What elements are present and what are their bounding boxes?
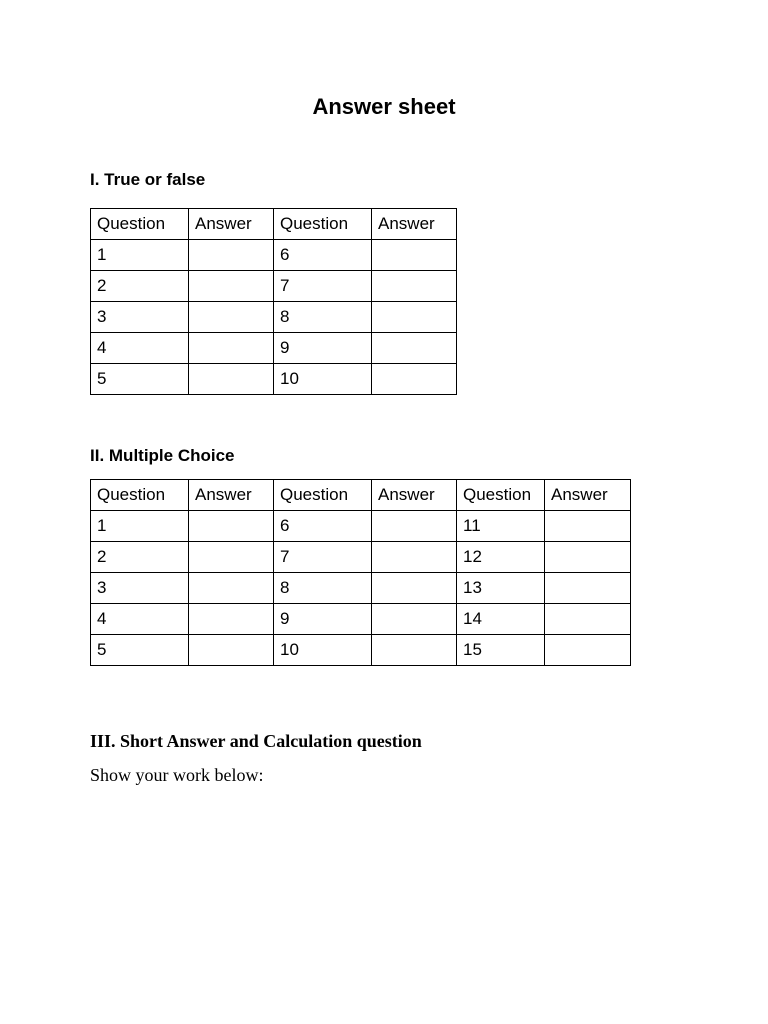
header-cell: Answer [372, 480, 457, 511]
answer-cell[interactable] [189, 542, 274, 573]
work-instruction: Show your work below: [90, 765, 264, 785]
answer-cell[interactable] [372, 364, 457, 395]
answer-cell[interactable] [545, 635, 631, 666]
question-number-cell: 7 [274, 271, 372, 302]
header-cell: Answer [189, 480, 274, 511]
answer-cell[interactable] [545, 542, 631, 573]
question-number-cell: 14 [457, 604, 545, 635]
answer-cell[interactable] [372, 333, 457, 364]
header-cell: Answer [189, 209, 274, 240]
question-number-cell: 2 [91, 271, 189, 302]
header-cell: Question [274, 209, 372, 240]
answer-cell[interactable] [189, 573, 274, 604]
question-number-cell: 13 [457, 573, 545, 604]
question-number-cell: 12 [457, 542, 545, 573]
question-number-cell: 1 [91, 511, 189, 542]
question-number-cell: 3 [91, 573, 189, 604]
true-false-table [90, 208, 457, 395]
answer-cell[interactable] [372, 635, 457, 666]
header-cell: Question [91, 480, 189, 511]
answer-cell[interactable] [372, 573, 457, 604]
header-cell: Answer [545, 480, 631, 511]
answer-cell[interactable] [189, 604, 274, 635]
question-number-cell: 8 [274, 573, 372, 604]
header-cell: Question [91, 209, 189, 240]
answer-cell[interactable] [189, 635, 274, 666]
table-row [91, 511, 631, 542]
header-cell: Question [457, 480, 545, 511]
answer-cell[interactable] [372, 302, 457, 333]
answer-cell[interactable] [189, 240, 274, 271]
table-row [91, 271, 457, 302]
table-header-row [91, 209, 457, 240]
table-row [91, 573, 631, 604]
question-number-cell: 7 [274, 542, 372, 573]
question-number-cell: 5 [91, 364, 189, 395]
answer-cell[interactable] [372, 240, 457, 271]
multiple-choice-table [90, 479, 631, 666]
answer-cell[interactable] [189, 364, 274, 395]
question-number-cell: 9 [274, 604, 372, 635]
table-row [91, 604, 631, 635]
section-heading-short-answer: III. Short Answer and Calculation question [90, 731, 422, 751]
question-number-cell: 6 [274, 511, 372, 542]
answer-cell[interactable] [372, 511, 457, 542]
question-number-cell: 6 [274, 240, 372, 271]
answer-cell[interactable] [372, 542, 457, 573]
answer-cell[interactable] [189, 271, 274, 302]
table-row [91, 635, 631, 666]
question-number-cell: 2 [91, 542, 189, 573]
question-number-cell: 15 [457, 635, 545, 666]
answer-cell[interactable] [189, 302, 274, 333]
answer-cell[interactable] [372, 271, 457, 302]
answer-cell[interactable] [545, 511, 631, 542]
answer-cell[interactable] [545, 604, 631, 635]
question-number-cell: 10 [274, 364, 372, 395]
answer-cell[interactable] [189, 511, 274, 542]
answer-cell[interactable] [189, 333, 274, 364]
table-header-row [91, 480, 631, 511]
page-title: Answer sheet [312, 94, 456, 119]
answer-cell[interactable] [545, 573, 631, 604]
question-number-cell: 1 [91, 240, 189, 271]
question-number-cell: 5 [91, 635, 189, 666]
question-number-cell: 10 [274, 635, 372, 666]
table-row [91, 542, 631, 573]
table-row [91, 364, 457, 395]
table-row [91, 240, 457, 271]
question-number-cell: 4 [91, 333, 189, 364]
question-number-cell: 11 [457, 511, 545, 542]
section-heading-true-false: I. True or false [90, 170, 206, 189]
header-cell: Answer [372, 209, 457, 240]
question-number-cell: 8 [274, 302, 372, 333]
table-row [91, 333, 457, 364]
header-cell: Question [274, 480, 372, 511]
table-row [91, 302, 457, 333]
question-number-cell: 9 [274, 333, 372, 364]
question-number-cell: 4 [91, 604, 189, 635]
section-heading-multiple-choice: II. Multiple Choice [90, 446, 235, 465]
question-number-cell: 3 [91, 302, 189, 333]
answer-cell[interactable] [372, 604, 457, 635]
